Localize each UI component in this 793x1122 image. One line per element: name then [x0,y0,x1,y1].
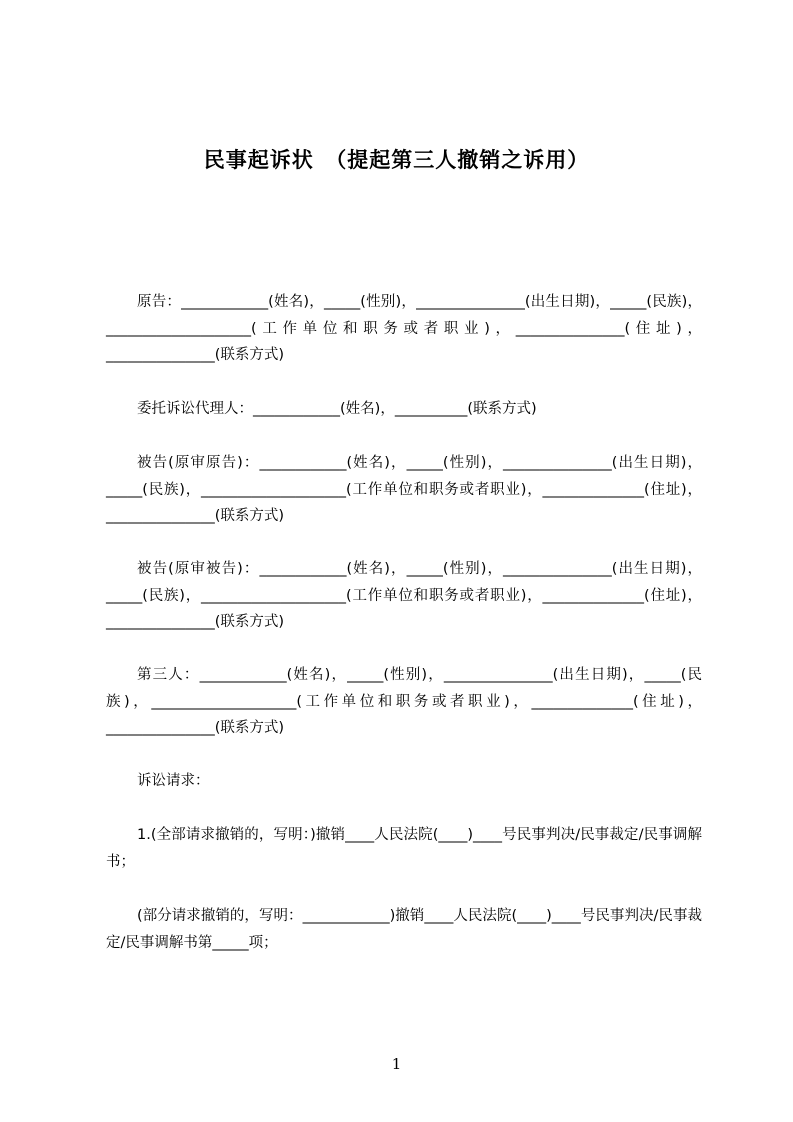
claims-heading: 诉讼请求： [137,773,210,789]
agent-paragraph: 委托诉讼代理人：____________(姓名)，__________(联系方式) [137,401,537,417]
third-party-paragraph: 第三人：____________(姓名)，_____(性别)，_______________(出生日期)，_____(民族)，____________________(工作单位和职务或者职业)，______________(住址)，_______________(联系方式) [106,667,702,736]
document-title: 民事起诉状 （提起第三人撤销之诉用） [203,148,590,172]
page-number: 1 [391,1055,402,1073]
claim-item-full-revocation: 1.(全部请求撤销的，写明：)撤销____人民法院(____)____号民事判决/民事裁定/民事调解书； [106,827,702,870]
plaintiff-paragraph: 原告：____________(姓名)，_____(性别)，_______________(出生日期)，_____(民族)，____________________(工作单位和职务或者职业)，_______________(住址)，_______________(联系方式) [106,294,702,363]
defendant-original-defendant-paragraph: 被告(原审被告)：____________(姓名)，_____(性别)，_______________(出生日期)，_____(民族)，____________________(工作单位和职务或者职业)，______________(住址)，_______________(联系方式) [106,561,702,630]
defendant-original-plaintiff-paragraph: 被告(原审原告)：____________(姓名)，_____(性别)，_______________(出生日期)，_____(民族)，____________________(工作单位和职务或者职业)，______________(住址)，_______________(联系方式) [106,455,702,524]
claim-item-partial-revocation: (部分请求撤销的，写明：____________)撤销____人民法院(____)____号民事判决/民事裁定/民事调解书第_____项； [106,908,702,951]
